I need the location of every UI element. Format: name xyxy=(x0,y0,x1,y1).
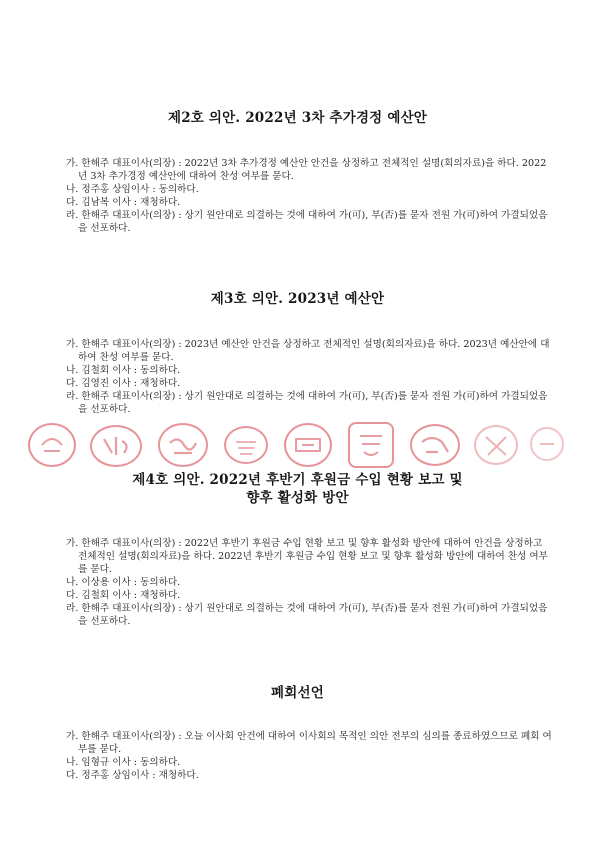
agenda-4-item-da: 다. 김철회 이사 : 재청하다. xyxy=(66,590,181,601)
seal-stamps-row xyxy=(18,417,578,463)
agenda-4-item-na: 나. 이상용 이사 : 동의하다. xyxy=(66,577,181,588)
seal-stamp-icon xyxy=(474,425,518,465)
agenda-3-item-ga: 가. 한해주 대표이사(의장) : 2023년 예산안 안건을 상정하고 전체적인 설명(회의자료)을 하다. 2023년 예산안에 대하여 찬성 여부를 묻다. xyxy=(66,339,550,363)
agenda-3-title: 제3호 의안. 2023년 예산안 xyxy=(210,291,385,307)
seal-stamp-icon xyxy=(90,425,142,467)
agenda-3-item-na: 나. 김철회 이사 : 동의하다. xyxy=(66,365,181,376)
seal-stamp-icon xyxy=(348,422,394,468)
closing-item-na: 나. 임형규 이사 : 동의하다. xyxy=(66,757,181,768)
agenda-4-item-ga: 가. 한해주 대표이사(의장) : 2022년 후반기 후원금 수입 현황 보고 및 향후 활성화 방안에 대하여 안건을 상정하고 전체적인 설명(회의자료)을 하다. 2022년 후반기 후원금 수입 현황 보고 및 향후 활성화 방안에 대하여 찬성 여부를 묻다. xyxy=(66,538,548,575)
agenda-2-title: 제2호 의안. 2022년 3차 추가경정 예산안 xyxy=(167,110,428,126)
agenda-4-title-line1: 제4호 의안. 2022년 후반기 후원금 수입 현황 보고 및 xyxy=(132,472,463,488)
closing-item-da: 다. 정주홍 상임이사 : 재청하다. xyxy=(66,770,199,781)
seal-stamp-icon xyxy=(284,423,332,467)
seal-stamp-icon xyxy=(224,426,268,464)
seal-stamp-icon xyxy=(158,423,208,467)
closing-declaration-title: 폐회선언 xyxy=(271,685,324,701)
seal-stamp-icon xyxy=(28,423,76,467)
agenda-2-item-ra: 라. 한해주 대표이사(의장) : 상기 원안대로 의결하는 것에 대하여 가(可), 부(否)를 묻자 전원 가(可)하여 가결되었음을 선포하다. xyxy=(66,210,548,234)
agenda-3-item-ra: 라. 한해주 대표이사(의장) : 상기 원안대로 의결하는 것에 대하여 가(可), 부(否)를 묻자 전원 가(可)하여 가결되었음을 선포하다. xyxy=(66,391,548,415)
seal-stamp-icon xyxy=(530,427,564,461)
seal-stamp-icon xyxy=(410,424,460,466)
agenda-2-item-ga: 가. 한해주 대표이사(의장) : 2022년 3차 추가경정 예산안 안건을 상정하고 전체적인 설명(회의자료)을 하다. 2022년 3차 추가경정 예산안에 대하여 찬성 여부를 묻다. xyxy=(66,158,547,182)
agenda-4-item-ra: 라. 한해주 대표이사(의장) : 상기 원안대로 의결하는 것에 대하여 가(可), 부(否)를 묻자 전원 가(可)하여 가결되었음을 선포하다. xyxy=(66,603,548,627)
agenda-2-item-da: 다. 김남복 이사 : 재청하다. xyxy=(66,197,181,208)
agenda-4-title-line2: 향후 활성화 방안 xyxy=(246,490,349,506)
agenda-3-item-da: 다. 김영진 이사 : 재청하다. xyxy=(66,378,181,389)
agenda-2-item-na: 나. 정주홍 상임이사 : 동의하다. xyxy=(66,184,199,195)
closing-item-ga: 가. 한해주 대표이사(의장) : 오늘 이사회 안건에 대하여 이사회의 목적인 의안 전부의 심의를 종료하였으므로 폐회 여부를 묻다. xyxy=(66,731,552,755)
